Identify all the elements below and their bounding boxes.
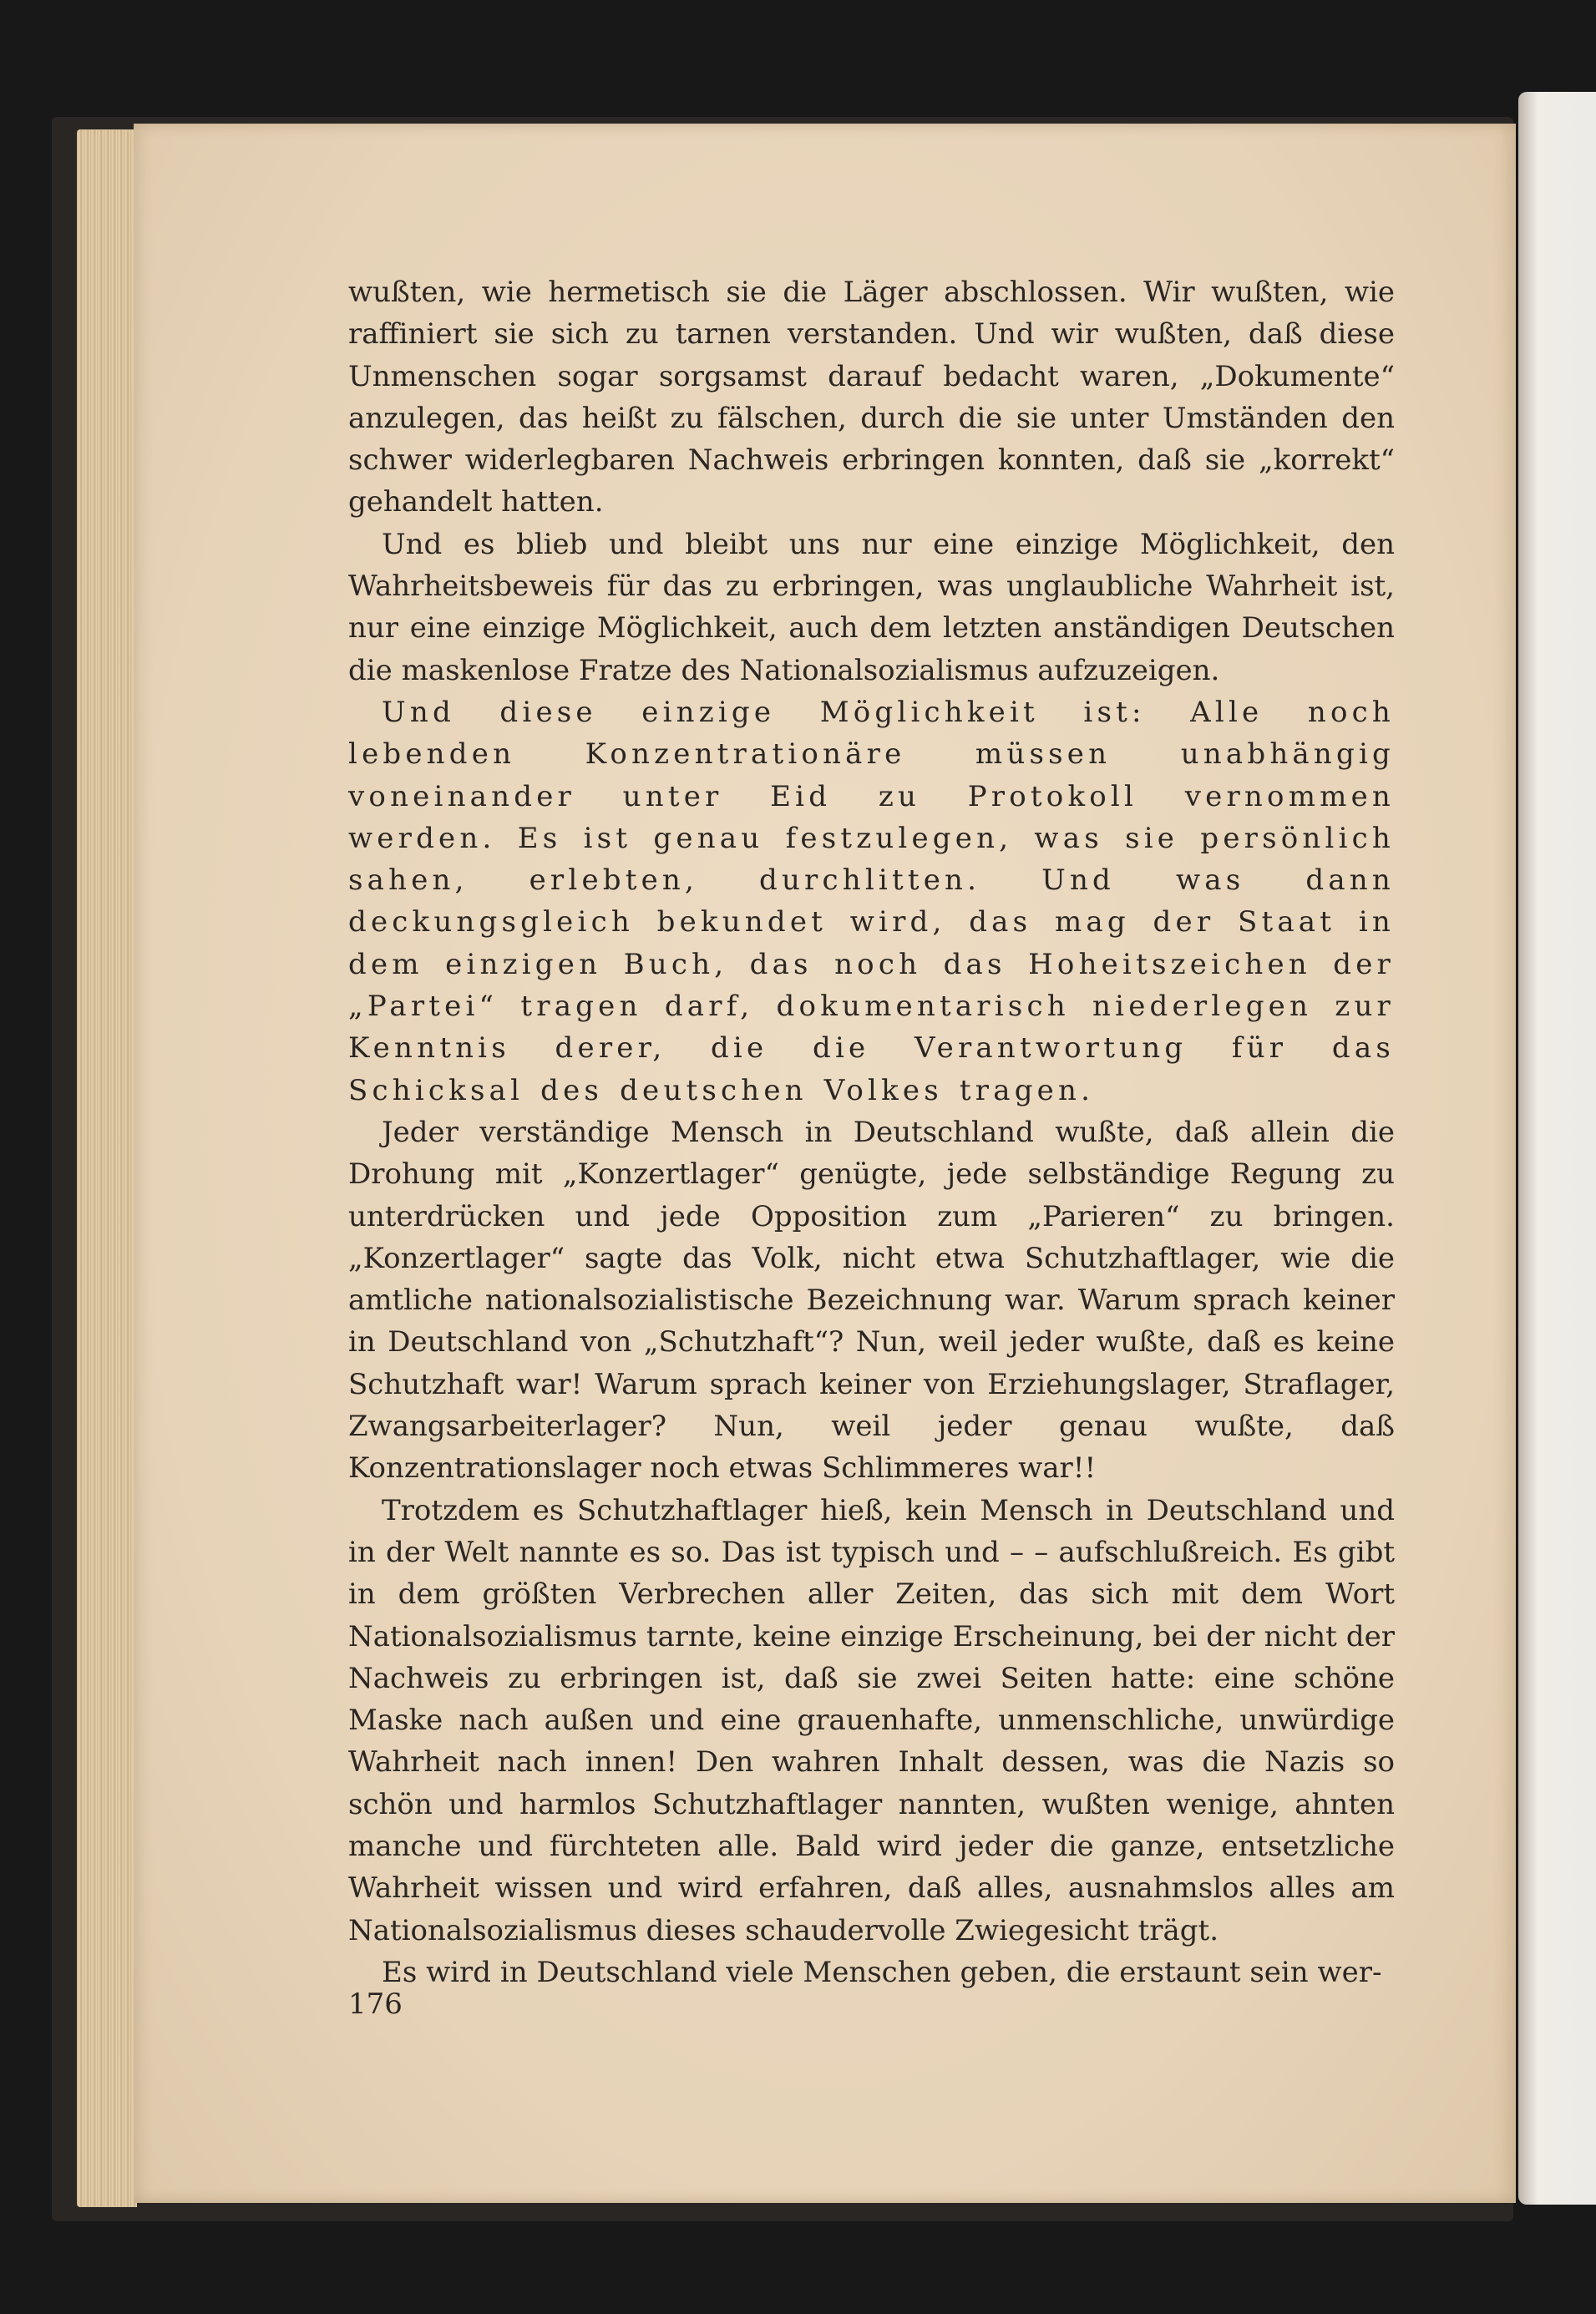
page-block-edges (77, 129, 137, 2207)
paragraph-3-spaced-emphasis: Und diese einzige Möglichkeit ist: Alle noch lebenden Konzentrationäre müssen unabhängig voneinander unter Eid zu Protokoll vernommen werden. Es ist genau festzulegen, was sie persönlich sahen, erlebten, durchlitten. Und was dann deckungsgleich bekundet wird, das mag der Staat in dem einzigen Buch, das noch das Hoheitszeichen der „Partei“ tragen darf, dokumentarisch niederlegen zur Kenntnis derer, die die Verantwortung für das Schicksal des deutschen Volkes tragen. (348, 695, 1395, 1107)
paragraph-5: Trotzdem es Schutzhaftlager hieß, kein Mensch in Deutschland und in der Welt nannte es so. Das ist typisch und – – aufschlußreich. Es gibt in dem größten Verbrechen aller Zeiten, das sich mit dem Wort Nationalsozialismus tarnte, keine einzige Erscheinung, bei der nicht der Nachweis zu erbringen ist, daß sie zwei Seiten hatte: eine schöne Maske nach außen und eine grauenhafte, unmenschliche, unwürdige Wahrheit nach innen! Den wahren Inhalt dessen, was die Nazis so schön und harmlos Schutzhaftlager nannten, wußten wenige, ahnten manche und fürchteten alle. Bald wird jeder die ganze, entsetzliche Wahrheit wissen und wird erfahren, daß alles, ausnahmslos alles am Nationalsozialismus dieses schaudervolle Zwiegesicht trägt. (348, 1493, 1395, 1947)
paragraph-1: wußten, wie hermetisch sie die Läger abschlossen. Wir wußten, wie raffiniert sie sich zu tarnen verstanden. Und wir wußten, daß diese Unmenschen sogar sorgsamst darauf bedacht waren, „Dokumente“ anzulegen, das heißt zu fälschen, durch die sie unter Umständen den schwer widerlegbaren Nachweis erbringen konnten, daß sie „korrekt“ gehandelt hatten. (348, 276, 1395, 519)
page-text-block (348, 271, 1395, 1993)
page-number: 176 (348, 1987, 403, 2021)
paragraph-2: Und es blieb und bleibt uns nur eine einzige Möglichkeit, den Wahrheitsbeweis für das zu erbringen, was unglaubliche Wahrheit ist, nur eine einzige Möglichkeit, auch dem letzten anständigen Deutschen die maskenlose Fratze des Nationalsozialismus aufzuzeigen. (348, 527, 1395, 687)
facing-page (1518, 92, 1596, 2205)
paragraph-4: Jeder verständige Mensch in Deutschland wußte, daß allein die Drohung mit „Konzertlager“ genügte, jede selbständige Regung zu unterdrücken und jede Opposition zum „Parieren“ zu bringen. „Konzertlager“ sagte das Volk, nicht etwa Schutzhaftlager, wie die amtliche nationalsozialistische Bezeichnung war. Warum sprach keiner in Deutschland von „Schutzhaft“? Nun, weil jeder wußte, daß es keine Schutzhaft war! Warum sprach keiner von Erziehungslager, Straflager, Zwangsarbeiterlager? Nun, weil jeder genau wußte, daß Konzentrationslager noch etwas Schlimmeres war!! (348, 1115, 1395, 1486)
paragraph-6: Es wird in Deutschland viele Menschen geben, die erstaunt sein wer- (382, 1955, 1382, 1989)
